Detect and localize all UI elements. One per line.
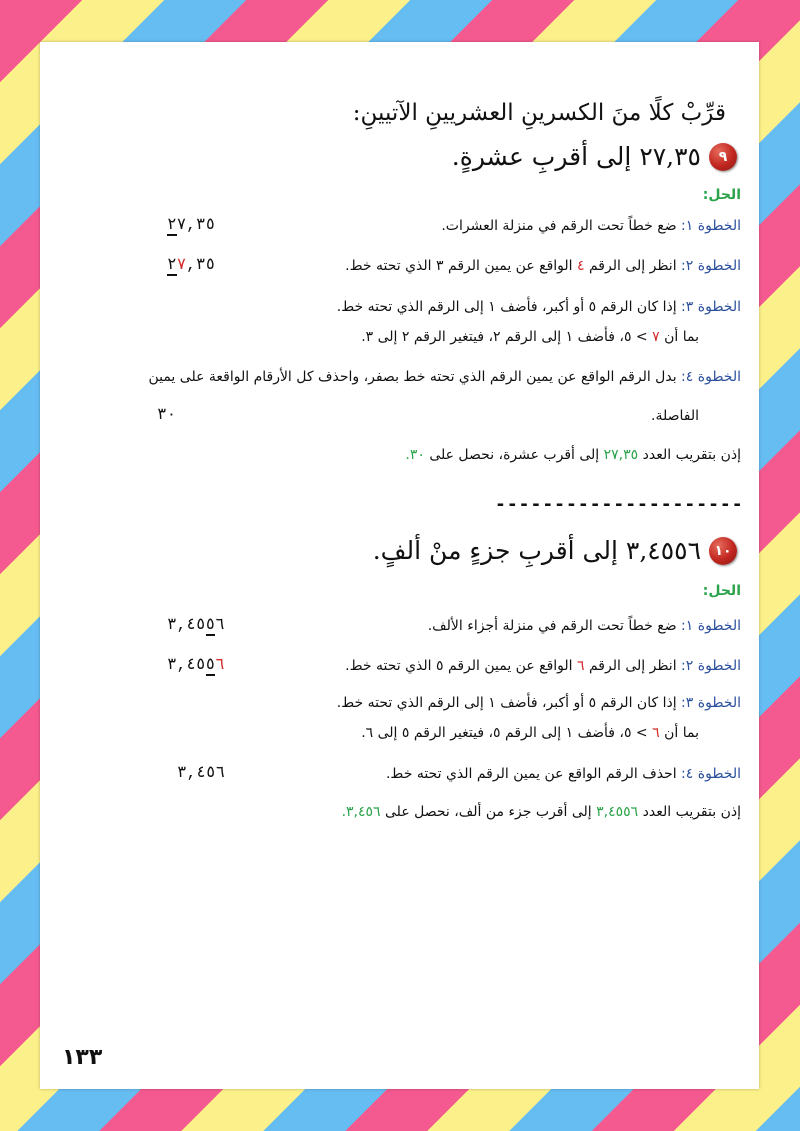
- q9-conclusion-text-a: إذن بتقريب العدد: [642, 447, 741, 463]
- q9-step4-continuation: الفاصلة.: [651, 408, 699, 424]
- q10-step2-lead: ٣,٤٥: [167, 656, 206, 674]
- q10-conclusion-number: ٣,٤٥٥٦: [596, 804, 639, 820]
- q9-step1-label: الخطوة ١:: [681, 218, 741, 234]
- q9-step4-label: الخطوة ٤:: [681, 369, 741, 385]
- q10-step3-digit: ٦: [652, 725, 660, 741]
- question-10-badge: ١٠: [709, 537, 737, 565]
- q9-conclusion-result: ٣٠.: [405, 447, 425, 463]
- q10-step2-red-digit: ٦: [215, 656, 225, 674]
- q9-step2-digit: ٤: [577, 258, 585, 274]
- question-10-text: ٣,٤٥٥٦ إلى أقربِ جزءٍ منْ ألفٍ.: [372, 536, 701, 565]
- q10-step4-label: الخطوة ٤:: [681, 766, 741, 782]
- q10-solution-label: الحل:: [702, 583, 741, 599]
- q9-step2-number: [167, 254, 215, 274]
- q10-step3-continuation: [361, 725, 699, 741]
- q10-step4-result: ٣,٤٥٦: [177, 764, 226, 782]
- q10-step2: [345, 658, 741, 674]
- q9-step3-text: إذا كان الرقم ٥ أو أكبر، فأضف ١ إلى الرقم الذي تحته خط.: [336, 299, 677, 315]
- q10-step1-text: ضع خطاً تحت الرقم في منزلة أجزاء الألف.: [427, 618, 677, 634]
- question-9-badge: ٩: [709, 143, 737, 171]
- page-number: ١٣٣: [62, 1045, 103, 1070]
- q9-step2-rest: ,٣٥: [186, 256, 216, 274]
- q9-step1-rest: ٧,٣٥: [176, 216, 216, 234]
- q9-step3-cont-b: > ٥، فأضف ١ إلى الرقم ٢، فيتغير الرقم ٢ إلى ٣.: [361, 329, 648, 345]
- q9-step3-digit: ٧: [652, 329, 660, 345]
- q10-conclusion-text-b: إلى أقرب جزء من ألف، نحصل على: [385, 804, 592, 820]
- question-9-text: ٢٧,٣٥ إلى أقربِ عشرةٍ.: [451, 142, 701, 171]
- q10-step1-lead: ٣,٤٥: [167, 616, 206, 634]
- q10-step2-number: [167, 654, 225, 674]
- q10-step3-cont-b: > ٥، فأضف ١ إلى الرقم ٥، فيتغير الرقم ٥ إلى ٦.: [361, 725, 648, 741]
- q9-step1: [441, 218, 741, 234]
- worksheet-page: [40, 42, 759, 1089]
- q10-step2-label: الخطوة ٢:: [681, 658, 741, 674]
- section-divider: ---------------------: [495, 494, 744, 515]
- q9-conclusion-number: ٢٧,٣٥: [603, 447, 639, 463]
- q10-step4: [386, 766, 741, 782]
- q10-conclusion-result: ٣,٤٥٦.: [341, 804, 381, 820]
- q9-step3-continuation: [361, 329, 699, 345]
- q10-step3-cont-a: بما أن: [664, 725, 699, 741]
- q9-step2-label: الخطوة ٢:: [681, 258, 741, 274]
- q9-step4-text: بدل الرقم الواقع عن يمين الرقم الذي تحته خط بصفر، واحذف كل الأرقام الواقعة على يمين: [148, 369, 677, 385]
- q9-conclusion-text-b: إلى أقرب عشرة، نحصل على: [429, 447, 600, 463]
- q9-step2-underlined-digit: ٢: [167, 256, 177, 274]
- q9-step2: [345, 258, 741, 274]
- q10-step3: [337, 695, 741, 711]
- intro-instruction: قرِّبْ كلًا منَ الكسرينِ العشريينِ الآتيينِ:: [352, 100, 726, 126]
- q10-step2-text-b: الواقع عن يمين الرقم ٥ الذي تحته خط.: [345, 658, 573, 674]
- q10-step1-rest: ٦: [215, 616, 225, 634]
- q9-step1-underlined-digit: ٢: [167, 216, 177, 234]
- q10-step4-text: احذف الرقم الواقع عن يمين الرقم الذي تحته خط.: [385, 766, 677, 782]
- q9-step2-text-a: انظر إلى الرقم: [588, 258, 677, 274]
- q10-step2-text-a: انظر إلى الرقم: [588, 658, 677, 674]
- q10-conclusion-text-a: إذن بتقريب العدد: [642, 804, 741, 820]
- q9-step3: [337, 299, 741, 315]
- q9-step1-number: [167, 214, 215, 234]
- q9-step4: [148, 369, 741, 385]
- q9-step1-text: ضع خطاً تحت الرقم في منزلة العشرات.: [441, 218, 677, 234]
- q9-step3-label: الخطوة ٣:: [681, 299, 741, 315]
- question-9-heading: [452, 142, 737, 171]
- q9-step4-result: ٣٠: [157, 406, 177, 424]
- q9-step2-red-digit: ٧: [176, 256, 187, 274]
- q9-conclusion: [405, 447, 741, 463]
- q10-step1: [428, 618, 741, 634]
- q10-step2-underlined-digit: ٥: [205, 656, 216, 674]
- q9-step2-text-b: الواقع عن يمين الرقم ٣ الذي تحته خط.: [345, 258, 573, 274]
- q10-step3-label: الخطوة ٣:: [681, 695, 741, 711]
- q10-step3-text: إذا كان الرقم ٥ أو أكبر، فأضف ١ إلى الرقم الذي تحته خط.: [336, 695, 677, 711]
- q10-step1-label: الخطوة ١:: [681, 618, 741, 634]
- q10-step1-underlined-digit: ٥: [205, 616, 216, 634]
- q10-conclusion: [342, 804, 741, 820]
- q9-solution-label: الحل:: [702, 187, 741, 203]
- question-10-heading: [373, 536, 737, 565]
- q10-step1-number: [167, 614, 225, 634]
- q9-step3-cont-a: بما أن: [664, 329, 699, 345]
- q10-step2-digit: ٦: [577, 658, 585, 674]
